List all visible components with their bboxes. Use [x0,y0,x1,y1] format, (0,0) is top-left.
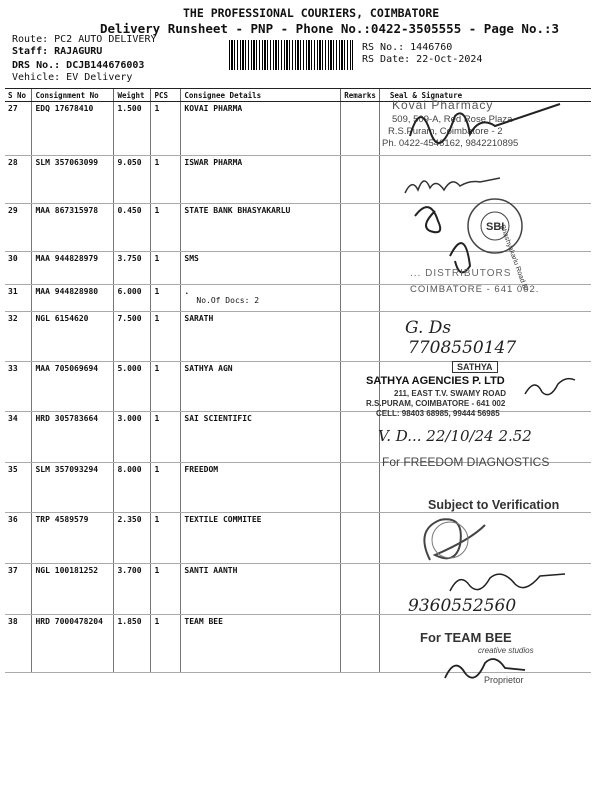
sathya-stamp-city: R.S.PURAM, COIMBATORE - 641 002 [366,399,506,408]
cell-consignee: SMS [181,252,341,285]
sarath-handwritten-name: G. Ds [405,318,452,338]
cell-remarks [341,463,380,513]
vehicle-label: Vehicle: EV Delivery [12,72,133,83]
sms-stamp-city: COIMBATORE - 641 002. [410,284,540,295]
sathya-stamp-badge: SATHYA [452,361,498,373]
cell-weight: 1.500 [114,102,151,156]
textile-verification-text: Subject to Verification [428,498,560,512]
teambee-stamp-role: Proprietor [484,675,524,685]
cell-consignment: MAA 944828979 [32,252,114,285]
cell-pcs: 1 [151,204,181,252]
cell-weight: 1.850 [114,615,151,673]
cell-weight: 6.000 [114,285,151,312]
cell-remarks [341,564,380,615]
runsheet-title: Delivery Runsheet - PNP - Phone No.:0422-3505555 - Page No.:3 [100,21,560,36]
cell-consignee: ISWAR PHARMA [181,156,341,204]
cell-sno: 29 [5,204,32,252]
consignee-value: . [184,287,190,296]
cell-consignment: SLM 357063099 [32,156,114,204]
cell-weight: 3.000 [114,412,151,463]
table-row [5,513,591,564]
cell-pcs: 1 [151,615,181,673]
cell-consignee: TEXTILE COMMITEE [181,513,341,564]
route-label: Route: PC2 AUTO DELIVERY [12,34,157,45]
sathya-stamp-phone: CELL: 98403 68985, 99444 56985 [376,409,500,418]
cell-consignment: NGL 100181252 [32,564,114,615]
cell-consignment: SLM 357093294 [32,463,114,513]
cell-pcs: 1 [151,362,181,412]
cell-consignee: TEAM BEE [181,615,341,673]
cell-consignment: MAA 867315978 [32,204,114,252]
cell-consignment: EDQ 17678410 [32,102,114,156]
cell-consignment: TRP 4589579 [32,513,114,564]
col-weight: Weight [114,89,151,102]
cell-remarks [341,615,380,673]
bank-seal-text: Bhashyakarlu Road Br [498,224,529,293]
sathya-signature [520,372,580,402]
sathya-stamp-address: 211, EAST T.V. SWAMY ROAD [394,389,507,398]
cell-consignee: SAI SCIENTIFIC [181,412,341,463]
kovai-stamp-address: 509, 509-A, Red Rose Plaza [392,114,513,125]
cell-consignee: KOVAI PHARMA [181,102,341,156]
company-title: THE PROFESSIONAL COURIERS, COIMBATORE [183,6,440,20]
cell-consignee: SANTI AANTH [181,564,341,615]
staff-label: Staff: RAJAGURU [12,46,103,57]
cell-pcs: 1 [151,564,181,615]
col-remarks: Remarks [341,89,380,102]
col-seal-signature: Seal & Signature [379,89,591,102]
cell-consignee: FREEDOM [181,463,341,513]
cell-remarks [341,204,380,252]
kovai-stamp-name: Kovai Pharmacy [392,98,494,112]
cell-consignment: NGL 6154620 [32,312,114,362]
cell-consignee: SARATH [181,312,341,362]
cell-weight: 8.000 [114,463,151,513]
col-consignment: Consignment No [32,89,114,102]
kovai-signature [400,96,570,146]
teambee-stamp-name: For TEAM BEE [420,630,512,645]
sarath-handwritten-phone: 7708550147 [408,338,517,358]
cell-weight: 5.000 [114,362,151,412]
santi-handwritten-phone: 9360552560 [408,596,517,616]
cell-consignee: STATE BANK BHASYAKARLU [181,204,341,252]
kovai-stamp-phone: Ph. 0422-4546162, 9842210895 [382,138,519,149]
sathya-stamp-name: SATHYA AGENCIES P. LTD [366,375,505,387]
cell-sno: 30 [5,252,32,285]
rs-date: RS Date: 22-Oct-2024 [362,54,483,65]
cell-sno: 33 [5,362,32,412]
cell-pcs: 1 [151,102,181,156]
col-consignee: Consignee Details [181,89,341,102]
cell-pcs: 1 [151,412,181,463]
sms-stamp-name: ... DISTRIBUTORS [410,268,512,279]
cell-remarks [341,312,380,362]
sai-handwritten-signature: V. D... 22/10/24 2.52 [378,427,532,445]
cell-consignee [181,285,341,312]
cell-weight: 3.750 [114,252,151,285]
cell-sno: 38 [5,615,32,673]
cell-pcs: 1 [151,463,181,513]
freedom-stamp: For FREEDOM DIAGNOSTICS [382,455,550,469]
cell-consignment: MAA 705069694 [32,362,114,412]
cell-sno: 35 [5,463,32,513]
teambee-stamp-tagline: creative studios [478,646,534,655]
cell-pcs: 1 [151,252,181,285]
cell-pcs: 1 [151,312,181,362]
cell-pcs: 1 [151,156,181,204]
cell-pcs: 1 [151,513,181,564]
cell-pcs: 1 [151,285,181,312]
svg-text:SBI: SBI [486,221,505,233]
cell-sno: 34 [5,412,32,463]
rs-number: RS No.: 1446760 [362,42,453,53]
iswar-signature [400,168,510,198]
cell-sno: 37 [5,564,32,615]
cell-remarks [341,252,380,285]
cell-consignment: MAA 944828980 [32,285,114,312]
col-pcs: PCS [151,89,181,102]
barcode [229,40,353,70]
cell-weight: 2.350 [114,513,151,564]
cell-remarks [341,412,380,463]
drs-number: DRS No.: DCJB144676003 [12,60,145,71]
cell-consignment: HRD 7000478204 [32,615,114,673]
kovai-stamp-city: R.S.Puram, Coimbatore - 2 [388,126,503,137]
cell-remarks [341,156,380,204]
docs-note: No.Of Docs: 2 [196,296,260,305]
cell-consignee: SATHYA AGN [181,362,341,412]
cell-sno: 36 [5,513,32,564]
cell-sno: 28 [5,156,32,204]
col-sno: S No [5,89,32,102]
cell-sno: 31 [5,285,32,312]
cell-weight: 3.700 [114,564,151,615]
cell-consignment: HRD 305783664 [32,412,114,463]
cell-sno: 32 [5,312,32,362]
cell-weight: 9.050 [114,156,151,204]
cell-remarks [341,285,380,312]
cell-remarks [341,513,380,564]
cell-weight: 7.500 [114,312,151,362]
textile-signature [410,510,500,570]
cell-weight: 0.450 [114,204,151,252]
cell-remarks [341,102,380,156]
cell-sno: 27 [5,102,32,156]
